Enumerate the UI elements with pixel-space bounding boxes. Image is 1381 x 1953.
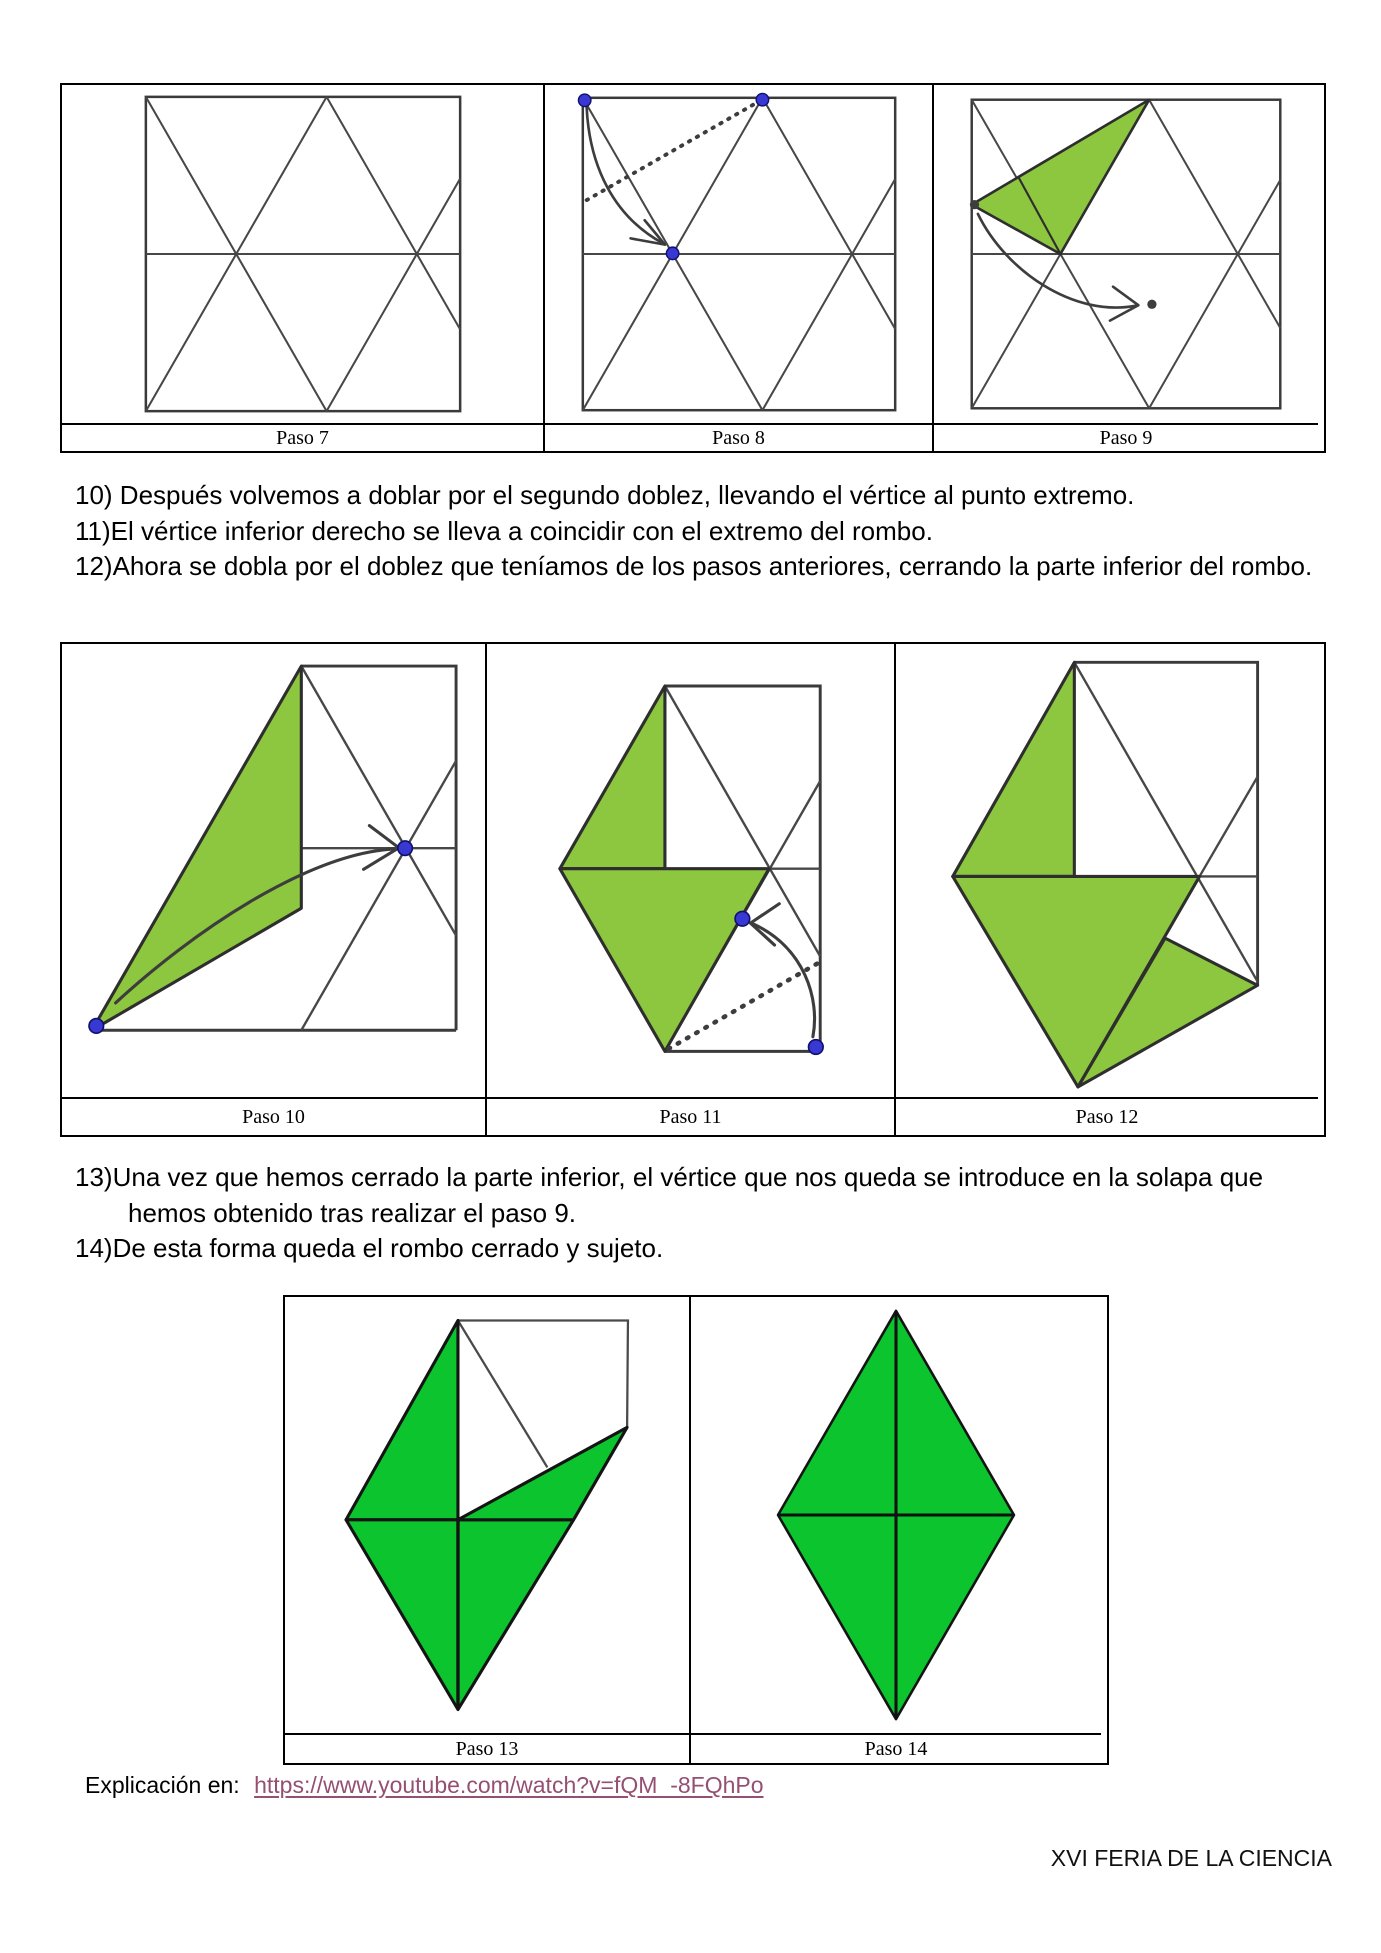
step-cell-paso13: [285, 1297, 691, 1733]
green-upper-triangle: [560, 686, 665, 869]
fold-line-dotted: [585, 100, 761, 201]
fold-crease-lines: [972, 100, 1281, 409]
step-cell-paso11: [487, 644, 896, 1097]
rhombus-diagonals: [778, 1311, 1014, 1719]
paso-13-diagram: [339, 1313, 635, 1717]
fold-crease-lines: [301, 666, 456, 1030]
caption-paso14: Paso 14: [864, 1737, 928, 1760]
green-folded-flap: [972, 100, 1149, 254]
paso-11-diagram: [548, 675, 833, 1066]
instruction-item-11: 11)El vértice inferior derecho se lleva a coincidir con el extremo del rombo.: [75, 515, 933, 546]
steps-table-10-12: [60, 642, 1326, 1137]
paso-14-diagram: [772, 1305, 1020, 1725]
step-caption: [545, 423, 934, 451]
caption-paso12: Paso 12: [1075, 1105, 1139, 1128]
steps-table-13-14: [283, 1295, 1109, 1765]
step-caption: [285, 1733, 691, 1763]
explanation-line: [85, 1772, 764, 1799]
fold-crease-line: [458, 1320, 547, 1467]
fold-crease-lines: [582, 98, 894, 410]
green-upper-triangle: [346, 1320, 458, 1519]
step-cell-paso12: [896, 644, 1318, 1097]
vertex-dots: [578, 93, 768, 259]
caption-paso13: Paso 13: [455, 1737, 519, 1760]
fold-crease-lines: [145, 97, 459, 411]
green-lower-triangle: [560, 869, 769, 1052]
step-caption: [896, 1097, 1318, 1135]
step-cell-paso8: [545, 85, 934, 423]
step-cell-paso10: [62, 644, 487, 1097]
paso-10-diagram: [81, 655, 467, 1045]
green-tucked-flap: [458, 1427, 627, 1519]
instruction-item-10: 10) Después volvemos a doblar por el segundo doblez, llevando el vértice al punto extremo.: [75, 480, 1135, 510]
step-cell-paso9: [934, 85, 1318, 423]
instruction-item-12: 12)Ahora se dobla por el doblez que teníamos de los pasos anteriores, cerrando la parte inferior del rombo.: [75, 551, 1313, 581]
instruction-item-14: 14)De esta forma queda el rombo cerrado y sujeto.: [75, 1233, 664, 1263]
steps-table-7-9: [60, 83, 1326, 453]
green-folded-flap: [91, 666, 300, 1030]
instructions-10-12: [75, 478, 1328, 585]
step-caption: [691, 1733, 1101, 1763]
step-caption: [62, 1097, 487, 1135]
paso-8-diagram: [575, 90, 903, 418]
instruction-item-13: 13)Una vez que hemos cerrado la parte inferior, el vértice que nos queda se introduce en la solapa que hemos obtenido tras realizar el paso 9.: [75, 1162, 1264, 1228]
green-lower-triangle: [346, 1520, 573, 1710]
paper-edges: [458, 1320, 628, 1427]
paso-9-diagram: [964, 92, 1288, 416]
paso-12-diagram: [940, 646, 1274, 1096]
caption-paso8: Paso 8: [712, 426, 765, 449]
caption-paso9: Paso 9: [1099, 426, 1153, 449]
instructions-13-14: [75, 1160, 1328, 1267]
youtube-link[interactable]: https://www.youtube.com/watch?v=fQM_-8FQhPo: [254, 1772, 764, 1798]
footer-text: XVI FERIA DE LA CIENCIA: [1050, 1845, 1332, 1871]
caption-paso10: Paso 10: [242, 1105, 305, 1128]
caption-paso11: Paso 11: [659, 1105, 722, 1128]
step-cell-paso14: [691, 1297, 1101, 1733]
step-cell-paso7: [62, 85, 545, 423]
step-caption: [487, 1097, 896, 1135]
caption-paso7: Paso 7: [276, 426, 329, 449]
explanation-label: Explicación en:: [85, 1772, 240, 1798]
step-caption: [62, 423, 545, 451]
green-upper-triangle: [953, 662, 1075, 876]
paso-7-diagram: [138, 89, 468, 419]
step-caption: [934, 423, 1318, 451]
